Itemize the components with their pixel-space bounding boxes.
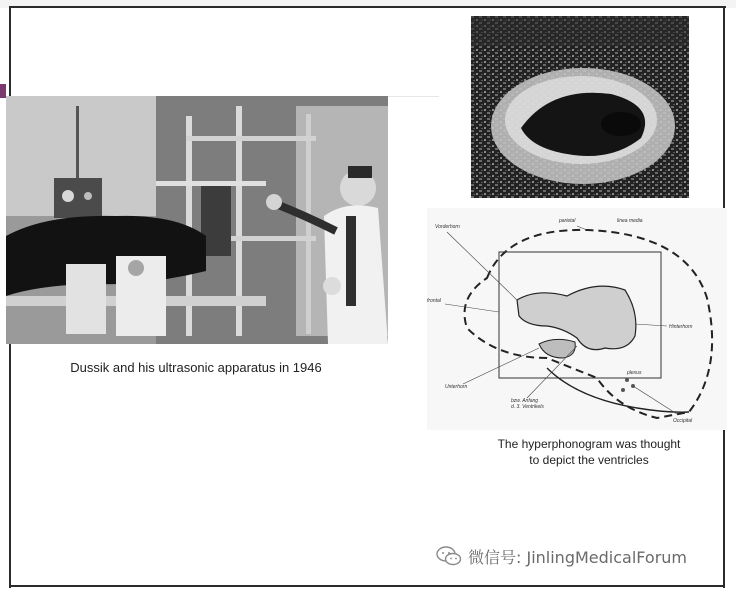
- wechat-watermark: [436, 544, 687, 568]
- right-caption-line-1: The hyperphonogram was thought: [497, 437, 681, 451]
- label-parietal: parietal: [559, 218, 576, 224]
- hyperphonogram-image: [471, 16, 689, 198]
- ventricle-diagram-drawing: [427, 208, 727, 430]
- label-plexus: plexus: [627, 370, 642, 376]
- label-vorderhorn: Vorderhorn: [435, 224, 460, 230]
- frame-bottom-border: [9, 585, 725, 587]
- label-occipital: Occipital: [673, 418, 693, 424]
- label-frontal: frontal: [427, 298, 441, 304]
- label-hinterhorn: Hinterhorn: [669, 324, 693, 330]
- photo-illustration: [6, 96, 388, 344]
- label-ventrikels: d. 3. Ventrikels: [511, 404, 544, 410]
- left-photo-caption: Dussik and his ultrasonic apparatus in 1946: [70, 360, 322, 375]
- slide-header-area: [11, 8, 439, 97]
- ventricle-diagram: [427, 208, 727, 430]
- dussik-apparatus-photo: [6, 96, 388, 344]
- hyperphonogram-illustration: [471, 16, 689, 198]
- right-caption-line-2: to depict the ventricles: [529, 453, 649, 467]
- watermark-text: 微信号: JinlingMedicalForum: [468, 547, 687, 567]
- label-unterhorn: Unterhorn: [445, 384, 468, 390]
- label-anfang: bzw. Anfang: [511, 398, 539, 404]
- wechat-logo-icon: [436, 546, 462, 566]
- label-linea-media: linea media: [617, 218, 643, 224]
- right-diagram-caption: [454, 436, 724, 468]
